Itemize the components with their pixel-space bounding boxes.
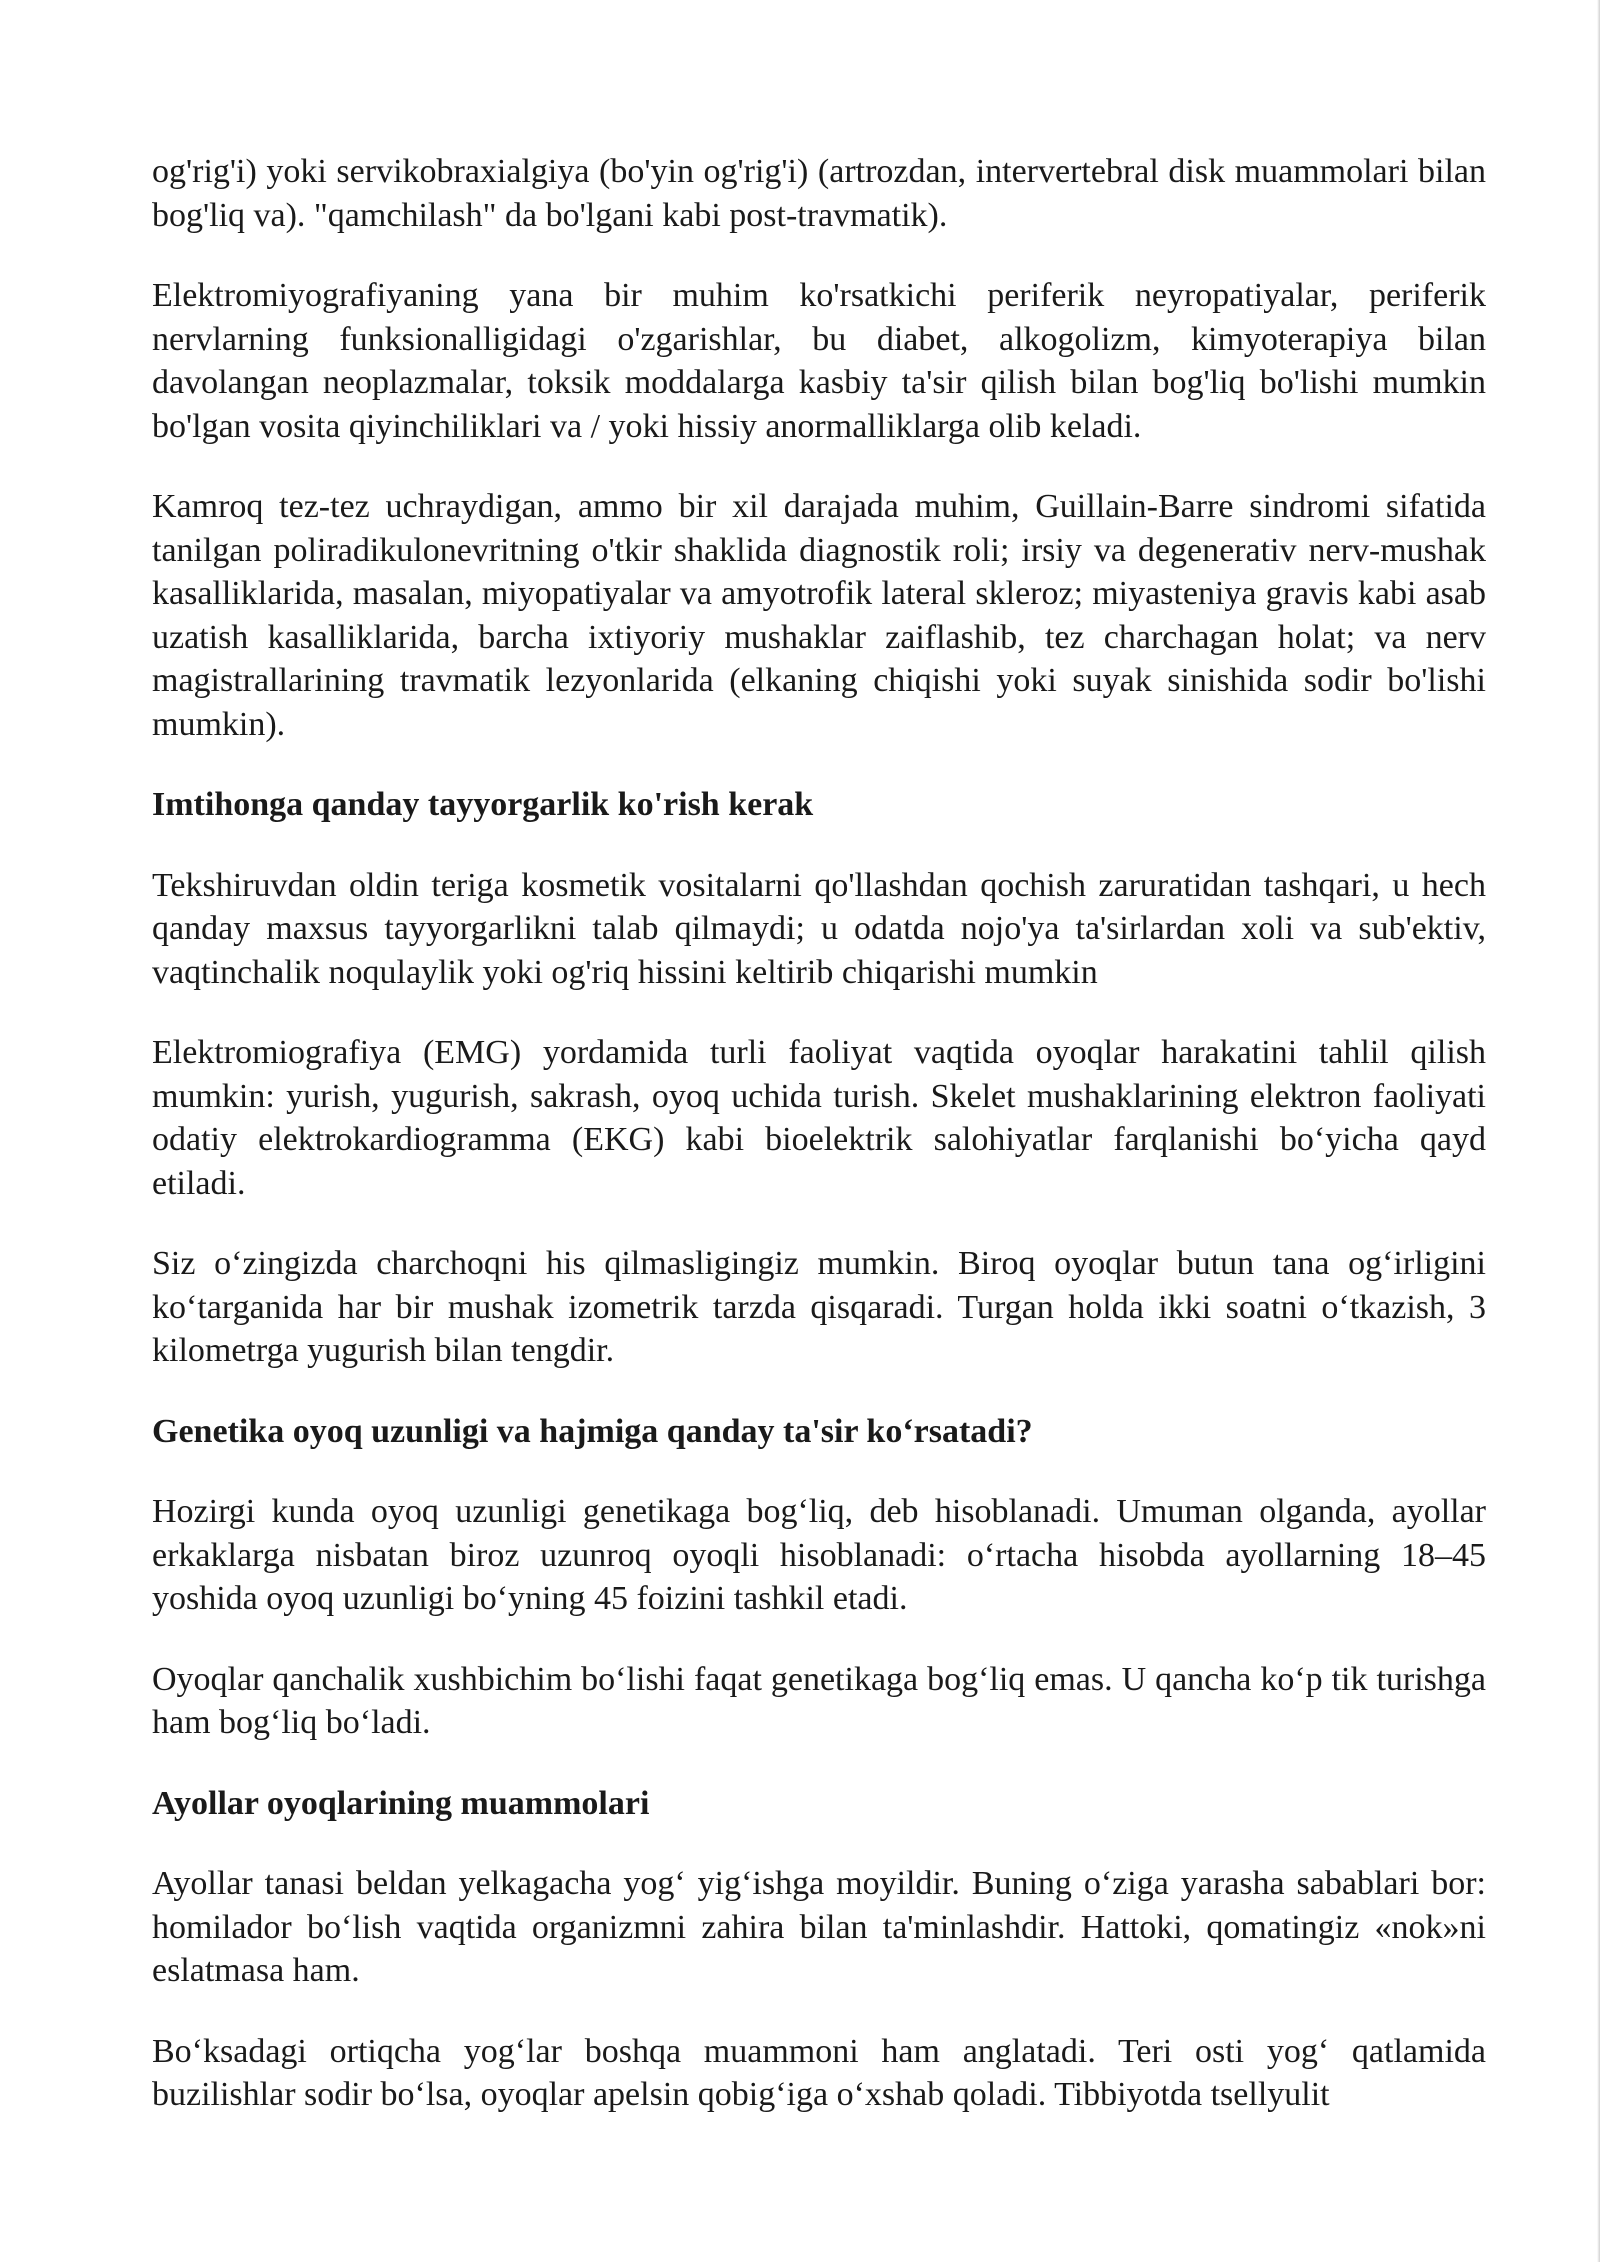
heading-genetics: Genetika oyoq uzunligi va hajmiga qanday ta'sir ko‘rsatadi? (152, 1412, 1033, 1450)
paragraph-fatigue: Siz o‘zingizda charchoqni his qilmasligingiz mumkin. Biroq oyoqlar butun tana og‘irligini ko‘targanida har bir mushak izometrik tarzda qisqaradi. Turgan holda ikki soatni o‘tkazish, 3 kilometrga yugurish bilan tengdir. (152, 1245, 1486, 1369)
paragraph-preparation: Tekshiruvdan oldin teriga kosmetik vositalarni qo'llashdan qochish zaruratidan tashqari, u hech qanday maxsus tayyorgarlikni talab qilmaydi; u odatda nojo'ya ta'sirlardan xoli va sub'ektiv, vaqtinchalik noqulaylik yoki og'riq hissini keltirib chiqarishi mumkin (152, 866, 1486, 991)
heading-women-leg-problems: Ayollar oyoqlarining muammolari (152, 1784, 650, 1822)
paragraph-emg-legs: Elektromiografiya (EMG) yordamida turli faoliyat vaqtida oyoqlar harakatini tahlil qilish mumkin: yurish, yugurish, sakrash, oyoq uchida turish. Skelet mushaklarining elektron faoliyati odatiy elektrokardiogramma (EKG) kabi bioelektrik salohiyatlar farqlanishi bo‘yicha qayd etiladi. (152, 1034, 1486, 1202)
paragraph-fat-storage: Ayollar tanasi beldan yelkagacha yog‘ yig‘ishga moyildir. Buning o‘ziga yarasha sabablari bor: homilador bo‘lish vaqtida organizmni zahira bilan ta'minlashdir. Hattoki, qomatingiz «nok»ni eslatmasa ham. (152, 1865, 1486, 1989)
paragraph-leg-shape: Oyoqlar qanchalik xushbichim bo‘lishi faqat genetikaga bog‘liq emas. U qancha ko‘p tik turishga ham bog‘liq bo‘ladi. (152, 1660, 1486, 1741)
document-page (152, 150, 1486, 2154)
heading-exam-preparation: Imtihonga qanday tayyorgarlik ko'rish kerak (152, 786, 814, 823)
paragraph-cervicobrachialgia: og'rig'i) yoki servikobraxialgiya (bo'yin og'rig'i) (artrozdan, intervertebral disk muammolari bilan bog'liq va). "qamchilash" da bo'lgani kabi post-travmatik). (152, 153, 1486, 234)
paragraph-cellulite: Bo‘ksadagi ortiqcha yog‘lar boshqa muammoni ham anglatadi. Teri osti yog‘ qatlamida buzilishlar sodir bo‘lsa, oyoqlar apelsin qobig‘iga o‘xshab qoladi. Tibbiyotda tsellyulit (152, 2032, 1486, 2113)
paragraph-leg-length: Hozirgi kunda oyoq uzunligi genetikaga bog‘liq, deb hisoblanadi. Umuman olganda, ayollar erkaklarga nisbatan biroz uzunroq oyoqli hisoblanadi: o‘rtacha hisobda ayollarning 18–45 yoshida oyoq uzunligi bo‘yning 45 foizini tashkil etadi. (152, 1493, 1486, 1617)
paragraph-peripheral-neuropathy: Elektromiyografiyaning yana bir muhim ko'rsatkichi periferik neyropatiyalar, periferik nervlarning funksionalligidagi o'zgarishlar, bu diabet, alkogolizm, kimyoterapiya bilan davolangan neoplazmalar, toksik moddalarga kasbiy ta'sir qilish bilan bog'liq bo'lishi mumkin bo'lgan vosita qiyinchiliklari va / yoki hissiy anormalliklarga olib keladi. (152, 277, 1486, 445)
paragraph-guillain-barre: Kamroq tez-tez uchraydigan, ammo bir xil darajada muhim, Guillain-Barre sindromi sifatida tanilgan poliradikulonevritning o'tkir shaklida diagnostik roli; irsiy va degenerativ nerv-mushak kasalliklarida, masalan, miyopatiyalar va amyotrofik lateral skleroz; miyasteniya gravis kabi asab uzatish kasalliklarida, barcha ixtiyoriy mushaklar zaiflashib, tez charchagan holat; va nerv magistrallarining travmatik lezyonlarida (elkaning chiqishi yoki suyak sinishida sodir bo'lishi mumkin). (152, 488, 1486, 743)
